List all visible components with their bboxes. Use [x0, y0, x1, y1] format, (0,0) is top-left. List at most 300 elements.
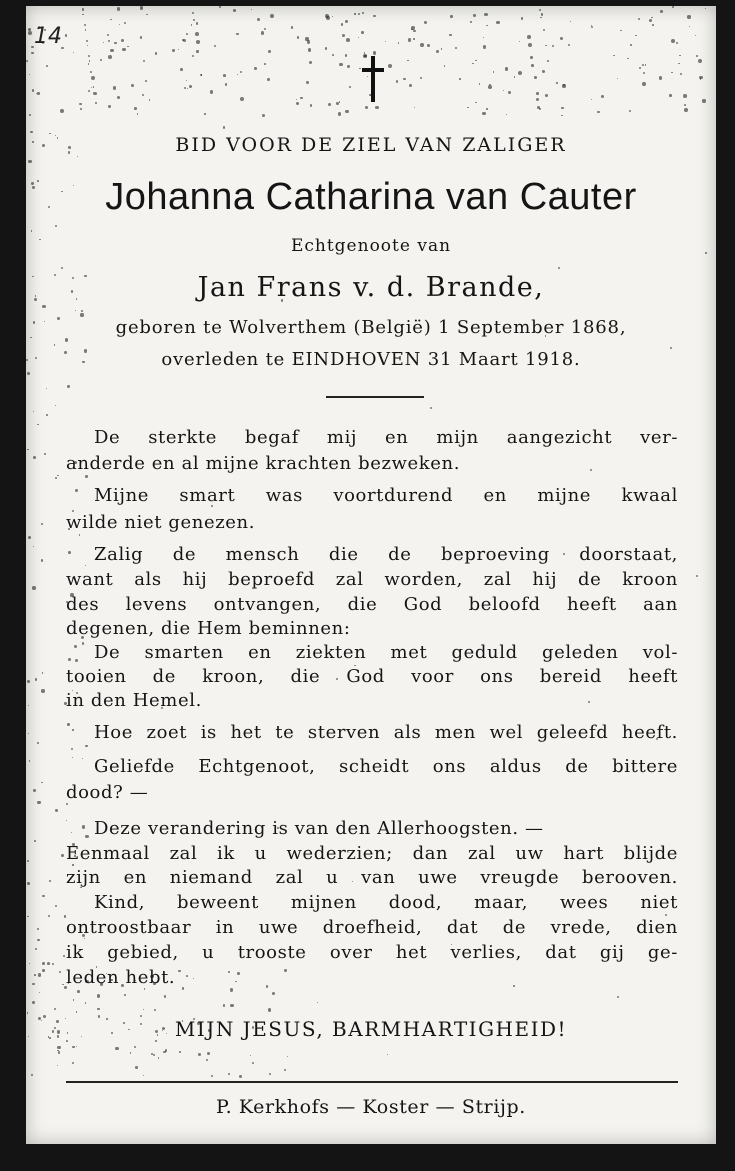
- speck: [97, 1008, 99, 1010]
- speck: [240, 71, 242, 73]
- speck: [95, 102, 97, 104]
- speck: [591, 26, 593, 28]
- speck: [385, 41, 386, 42]
- speck: [349, 86, 351, 88]
- speck: [332, 16, 333, 17]
- speck: [72, 864, 73, 865]
- speck: [29, 74, 30, 75]
- speck: [73, 999, 74, 1000]
- speck: [79, 534, 80, 535]
- speck: [705, 8, 706, 9]
- speck: [47, 962, 50, 965]
- speck: [665, 914, 667, 916]
- speck: [196, 40, 200, 44]
- speck: [252, 1062, 254, 1064]
- speck: [639, 67, 642, 70]
- speck: [505, 67, 508, 70]
- speck: [32, 1001, 35, 1004]
- speck: [46, 414, 48, 416]
- speck: [196, 22, 198, 24]
- speck: [240, 97, 244, 101]
- speck: [270, 14, 274, 18]
- speck: [87, 45, 88, 46]
- speck: [427, 44, 430, 47]
- speck: [250, 1055, 251, 1056]
- speck: [58, 1051, 60, 1053]
- speck: [700, 78, 701, 79]
- speck: [52, 963, 55, 966]
- speck: [85, 745, 88, 748]
- speck: [296, 102, 299, 105]
- speck: [284, 1069, 286, 1071]
- speck: [29, 114, 32, 117]
- speck: [146, 14, 147, 15]
- speck: [254, 67, 257, 70]
- speck: [309, 61, 312, 64]
- speck: [31, 52, 34, 55]
- speck: [107, 34, 109, 36]
- speck: [475, 60, 476, 61]
- speck: [484, 13, 488, 17]
- speck: [251, 9, 252, 10]
- speck: [225, 83, 228, 86]
- speck: [84, 24, 86, 26]
- speck: [108, 40, 110, 42]
- speck: [413, 30, 416, 33]
- speck: [143, 1009, 144, 1010]
- speck: [482, 112, 486, 116]
- speck: [683, 94, 687, 98]
- speck: [41, 689, 44, 692]
- speck: [61, 267, 63, 269]
- speck: [121, 39, 124, 42]
- speck: [268, 50, 271, 53]
- speck: [149, 99, 150, 100]
- speck: [86, 40, 88, 42]
- speck: [27, 372, 30, 375]
- speck: [547, 60, 549, 62]
- speck: [233, 9, 236, 12]
- speck: [34, 974, 36, 976]
- speck: [519, 41, 520, 42]
- speck: [60, 109, 64, 113]
- speck: [470, 21, 472, 23]
- speck: [545, 45, 547, 47]
- speck: [93, 92, 97, 96]
- body-line: dood? —: [66, 782, 149, 803]
- speck: [629, 110, 631, 112]
- speck: [42, 969, 45, 972]
- speck: [430, 407, 432, 409]
- body-line: in den Hemel.: [66, 690, 202, 711]
- speck: [41, 559, 44, 562]
- speck: [77, 990, 80, 993]
- speck: [570, 21, 571, 22]
- spouse-label: Echtgenoote van: [290, 236, 452, 256]
- speck: [33, 411, 34, 412]
- speck: [310, 104, 313, 107]
- speck: [420, 43, 424, 47]
- speck: [556, 82, 558, 84]
- printer-credit: P. Kerkhofs — Koster — Strijp.: [216, 1096, 526, 1118]
- speck: [514, 76, 516, 78]
- body-line: Mijne smart was voortdurend en mijne kwaal: [94, 485, 678, 506]
- speck: [57, 1065, 58, 1066]
- speck: [503, 90, 504, 91]
- speck: [28, 160, 31, 163]
- speck: [459, 78, 461, 80]
- speck: [483, 45, 486, 48]
- speck: [119, 24, 120, 25]
- speck: [651, 17, 653, 19]
- speck: [375, 106, 379, 110]
- speck: [342, 34, 345, 37]
- speck: [671, 39, 675, 43]
- speck: [108, 105, 111, 108]
- speck: [269, 1073, 271, 1075]
- speck: [88, 55, 90, 57]
- speck: [85, 565, 86, 566]
- speck: [444, 65, 445, 66]
- speck: [93, 86, 95, 88]
- speck: [80, 108, 82, 110]
- body-line: degenen, die Hem beminnen:: [66, 618, 351, 639]
- memorial-card: [26, 6, 716, 1144]
- speck: [264, 63, 266, 65]
- speck: [527, 35, 531, 39]
- speck: [308, 48, 311, 51]
- footer-divider: [66, 1081, 678, 1083]
- speck: [42, 305, 45, 308]
- speck: [601, 95, 604, 98]
- speck: [219, 6, 221, 8]
- body-line: Hoe zoet is het te sterven als men wel geleefd heeft.: [94, 722, 678, 743]
- speck: [142, 94, 145, 97]
- speck: [67, 385, 70, 388]
- body-line: anderde en al mijne krachten bezweken.: [66, 453, 461, 474]
- speck: [679, 55, 681, 57]
- speck: [409, 84, 412, 87]
- speck: [424, 21, 427, 24]
- speck: [41, 782, 42, 783]
- speck: [30, 131, 32, 133]
- speck: [558, 267, 560, 269]
- speck: [672, 6, 674, 8]
- speck: [496, 21, 500, 25]
- body-line: des levens ontvangen, die God beloofd heeft aan: [66, 594, 678, 615]
- speck: [110, 19, 112, 21]
- speck: [413, 38, 414, 39]
- speck: [61, 854, 64, 857]
- speck: [354, 13, 355, 14]
- speck: [27, 882, 30, 885]
- speck: [88, 63, 90, 65]
- speck: [124, 22, 126, 24]
- speck: [358, 13, 360, 15]
- speck: [46, 65, 48, 67]
- speck: [140, 36, 142, 38]
- speck: [345, 20, 348, 23]
- speck: [33, 789, 36, 792]
- body-line: zijn en niemand zal u van uwe vreugde berooven.: [66, 867, 678, 888]
- speck: [441, 48, 442, 49]
- speck: [696, 55, 698, 57]
- speck: [153, 1054, 155, 1056]
- speck: [143, 1075, 144, 1076]
- speck: [117, 7, 120, 10]
- speck: [195, 32, 199, 36]
- speck: [552, 45, 554, 47]
- speck: [328, 103, 331, 106]
- speck: [88, 90, 90, 92]
- speck: [488, 85, 492, 89]
- speck: [192, 12, 194, 14]
- speck: [617, 78, 618, 79]
- speck: [387, 1054, 388, 1055]
- speck: [420, 77, 422, 79]
- speck: [73, 52, 74, 53]
- speck: [236, 33, 239, 36]
- speck: [493, 71, 494, 72]
- speck: [317, 1002, 318, 1003]
- speck: [341, 23, 343, 25]
- speck: [29, 760, 31, 762]
- speck: [264, 28, 266, 30]
- speck: [55, 477, 57, 479]
- speck: [41, 523, 43, 525]
- speck: [645, 64, 647, 66]
- speck: [27, 916, 29, 918]
- speck: [560, 37, 563, 40]
- birth-line: geboren te Wolverthem (België) 1 September 1868,: [115, 317, 627, 338]
- speck: [287, 1056, 288, 1057]
- cross-icon: [356, 56, 390, 102]
- speck: [42, 895, 45, 898]
- speck: [196, 50, 199, 53]
- speck: [239, 1075, 242, 1078]
- speck: [137, 113, 138, 114]
- speck: [189, 85, 192, 88]
- speck: [545, 94, 548, 97]
- speck: [635, 35, 636, 36]
- speck: [210, 90, 214, 94]
- speck: [49, 880, 51, 882]
- speck: [536, 98, 539, 101]
- speck: [32, 586, 35, 589]
- speck: [127, 46, 129, 48]
- speck: [46, 388, 47, 389]
- speck: [27, 449, 28, 450]
- body-line: Eenmaal zal ik u wederzien; dan zal uw hart blijde: [66, 843, 678, 864]
- speck: [261, 31, 264, 34]
- speck: [536, 92, 539, 95]
- speck: [539, 9, 541, 11]
- speck: [82, 8, 85, 11]
- speck: [42, 962, 45, 965]
- speck: [117, 96, 120, 99]
- speck: [131, 84, 134, 87]
- speck: [373, 15, 376, 18]
- speck: [114, 42, 117, 45]
- speck: [32, 89, 34, 91]
- speck: [179, 1051, 181, 1053]
- speck: [472, 63, 474, 65]
- body-line: tooien de kroon, die God voor ons bereid heeft: [66, 666, 678, 687]
- speck: [620, 30, 621, 31]
- speck: [486, 108, 488, 110]
- speck: [362, 12, 364, 14]
- speck: [37, 939, 39, 941]
- speck: [66, 803, 68, 805]
- speck: [473, 14, 475, 16]
- speck: [207, 1052, 210, 1055]
- speck: [204, 113, 206, 115]
- speck: [57, 1046, 60, 1049]
- speck: [562, 84, 566, 88]
- speck: [230, 1004, 233, 1007]
- speck: [122, 48, 126, 52]
- speck: [75, 310, 76, 311]
- speck: [115, 1047, 118, 1050]
- speck: [530, 56, 533, 59]
- speck: [135, 1066, 138, 1069]
- speck: [100, 59, 102, 61]
- speck: [31, 1074, 33, 1076]
- speck: [361, 31, 364, 34]
- speck: [39, 992, 40, 993]
- speck: [55, 405, 56, 406]
- speck: [467, 107, 469, 109]
- speck: [643, 72, 645, 74]
- speck: [436, 50, 439, 53]
- speck: [140, 6, 144, 10]
- speck: [684, 108, 688, 112]
- speck: [144, 988, 145, 989]
- speck: [373, 51, 376, 54]
- speck: [55, 809, 58, 812]
- speck: [44, 453, 46, 455]
- speck: [364, 52, 366, 54]
- speck: [82, 14, 84, 16]
- speck: [455, 47, 457, 49]
- speck: [54, 344, 56, 346]
- speck: [38, 973, 41, 976]
- speck: [37, 742, 39, 744]
- speck: [680, 73, 682, 75]
- speck: [541, 13, 543, 15]
- page-number: 14: [34, 24, 62, 49]
- speck: [678, 63, 679, 64]
- speck: [365, 106, 368, 109]
- speck: [191, 24, 192, 25]
- speck: [34, 840, 36, 842]
- speck: [687, 15, 690, 18]
- speck: [163, 1051, 166, 1054]
- speck: [684, 104, 686, 106]
- speck: [42, 672, 44, 674]
- speck: [649, 19, 652, 22]
- speck: [193, 19, 195, 21]
- speck: [63, 955, 65, 957]
- speck: [223, 126, 225, 128]
- speck: [262, 114, 265, 117]
- speck: [506, 114, 507, 115]
- speck: [617, 996, 619, 998]
- speck: [543, 29, 545, 31]
- speck: [28, 705, 29, 706]
- speck: [113, 86, 117, 90]
- speck: [403, 78, 405, 80]
- speck: [27, 1012, 29, 1014]
- speck: [306, 81, 309, 84]
- speck: [627, 58, 629, 60]
- speck: [158, 1057, 159, 1058]
- speck: [296, 99, 297, 100]
- speck: [223, 74, 226, 77]
- speck: [32, 983, 35, 986]
- body-line: Deze verandering is van den Allerhoogsten. —: [94, 818, 544, 839]
- speck: [695, 35, 696, 36]
- speck: [37, 801, 40, 804]
- deceased-name: Johanna Catharina van Cauter: [105, 176, 637, 218]
- speck: [272, 992, 275, 995]
- speck: [145, 80, 147, 82]
- speck: [33, 546, 34, 547]
- speck: [659, 76, 663, 80]
- speck: [300, 97, 302, 99]
- speck: [230, 988, 233, 991]
- speck: [55, 225, 57, 227]
- speck: [669, 94, 671, 96]
- speck: [37, 928, 39, 930]
- speck: [59, 971, 61, 973]
- body-line: ontroostbaar in uwe droefheid, dat de vrede, dien: [66, 917, 678, 938]
- speck: [72, 1046, 75, 1049]
- speck: [206, 1059, 208, 1061]
- speck: [591, 99, 592, 100]
- speck: [297, 36, 300, 39]
- speck: [652, 24, 654, 26]
- body-line: wilde niet genezen.: [66, 512, 256, 533]
- speck: [85, 1002, 86, 1003]
- body-line: De sterkte begaf mij en mijn aangezicht ver-: [94, 427, 678, 448]
- speck: [134, 107, 137, 110]
- speck: [72, 1062, 74, 1064]
- speck: [325, 47, 328, 50]
- speck: [31, 230, 32, 231]
- speck: [97, 994, 100, 997]
- speck: [257, 18, 260, 21]
- speck: [62, 984, 63, 985]
- speck: [228, 1073, 230, 1075]
- speck: [630, 44, 632, 46]
- speck: [28, 536, 31, 539]
- speck: [449, 34, 451, 36]
- speck: [184, 87, 186, 89]
- speck: [65, 34, 67, 36]
- speck: [408, 38, 411, 41]
- speck: [198, 1053, 201, 1056]
- speck: [65, 338, 68, 341]
- speck: [345, 110, 348, 113]
- speck: [597, 111, 599, 113]
- speck: [638, 18, 640, 20]
- spouse-name: Jan Frans v. d. Brande,: [197, 272, 545, 303]
- speck: [561, 115, 562, 116]
- speck: [28, 733, 29, 734]
- speck: [307, 40, 310, 43]
- speck: [164, 995, 166, 997]
